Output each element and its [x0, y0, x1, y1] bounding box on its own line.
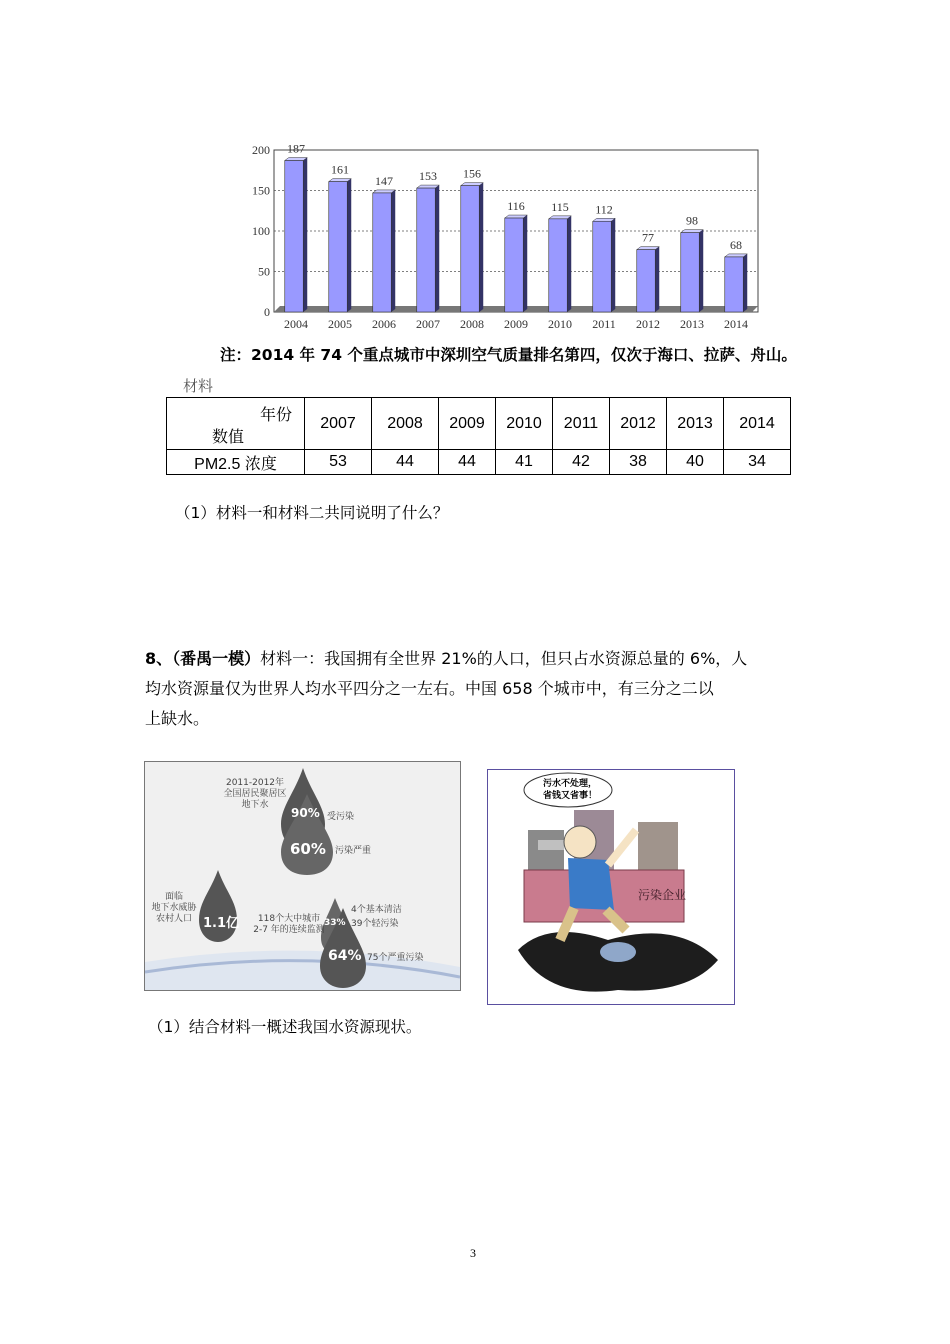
bar	[461, 186, 479, 312]
value-cell: 44	[439, 450, 496, 475]
bar-side	[391, 190, 395, 312]
bar-side	[523, 215, 527, 312]
infographic-text-1: 2011-2012年 全国居民聚居区 地下水	[223, 778, 287, 810]
chart-note: 注：2014 年 74 个重点城市中深圳空气质量排名第四，仅次于海口、拉萨、舟山。	[220, 346, 797, 364]
year-cell: 2014	[724, 398, 791, 450]
value-cell: 53	[305, 450, 372, 475]
diagonal-header-cell	[167, 398, 305, 450]
speech-bubble-text: 污水不处理， 省钱又省事！	[542, 779, 597, 801]
bar-top	[461, 183, 483, 186]
bar	[329, 182, 347, 312]
bar	[285, 161, 303, 312]
y-tick-label: 50	[258, 264, 270, 279]
infographic-text-2: 面临 地下水威胁 农村人口	[151, 892, 197, 924]
water-pollution-infographic	[144, 761, 461, 991]
year-cell: 2008	[372, 398, 439, 450]
data-label: 77	[642, 230, 654, 245]
bar	[505, 218, 523, 312]
question-8-paragraph	[145, 644, 810, 734]
x-tick-label: 2014	[724, 317, 748, 331]
value-cell: 38	[610, 450, 667, 475]
bar-side	[347, 179, 351, 312]
year-cell: 2011	[553, 398, 610, 450]
table-data-row	[167, 450, 791, 475]
x-tick-label: 2008	[460, 317, 484, 331]
table-header-row	[167, 398, 791, 450]
bar	[593, 221, 611, 312]
x-tick-label: 2006	[372, 317, 396, 331]
bar-side	[303, 158, 307, 312]
x-tick-label: 2007	[416, 317, 440, 331]
data-label: 153	[419, 169, 437, 184]
data-label: 98	[686, 213, 698, 228]
value-cell: 42	[553, 450, 610, 475]
header-year-label: 年份	[259, 407, 292, 424]
data-label: 187	[287, 141, 305, 156]
y-tick-label: 150	[252, 183, 270, 198]
x-tick-label: 2012	[636, 317, 660, 331]
bar-top	[505, 215, 527, 218]
year-cell: 2012	[610, 398, 667, 450]
drop-11-icon	[199, 870, 240, 942]
y-tick-label: 0	[264, 305, 270, 319]
value-cell: 41	[496, 450, 553, 475]
data-label: 156	[463, 166, 481, 181]
value-cell: 44	[372, 450, 439, 475]
question-source: （番禺一模）	[172, 649, 261, 668]
pct-33: 33%	[324, 918, 346, 928]
value-cell: 34	[724, 450, 791, 475]
pct-60: 60%	[290, 840, 326, 858]
bar	[681, 233, 699, 312]
bar-side	[699, 230, 703, 312]
label-severe: 污染严重	[335, 846, 372, 856]
year-cell: 2007	[305, 398, 372, 450]
bar-top	[417, 185, 439, 188]
bar-top	[593, 218, 615, 221]
label-polluted: 受污染	[327, 812, 355, 822]
question-number: 8、	[145, 649, 173, 668]
data-label: 115	[551, 199, 569, 214]
bar-top	[549, 216, 571, 219]
value-110m: 1.1亿	[203, 916, 240, 931]
page-number: 3	[470, 1246, 476, 1260]
y-tick-label: 200	[252, 143, 270, 157]
data-label: 161	[331, 162, 349, 177]
cartoon-illustration	[488, 770, 734, 1004]
factory-sign: 污染企业	[638, 888, 687, 902]
bar-side	[479, 183, 483, 312]
question-2: （1）结合材料一概述我国水资源现状。	[148, 1018, 422, 1036]
x-tick-label: 2004	[284, 317, 308, 331]
bar-side	[655, 247, 659, 312]
bar-side	[567, 216, 571, 312]
pollution-cartoon	[487, 769, 735, 1005]
bar-top	[681, 230, 703, 233]
material-text-line2: 均水资源量仅为世界人均水平四分之一左右。中国 658 个城市中，有三分之二以	[145, 679, 714, 698]
year-cell: 2013	[667, 398, 724, 450]
label-clean: 4个基本清洁	[351, 905, 402, 915]
bar-side	[611, 218, 615, 312]
question-1: （1）材料一和材料二共同说明了什么？	[175, 504, 449, 522]
x-tick-label: 2005	[328, 317, 352, 331]
data-label: 147	[375, 173, 393, 188]
label-light: 39个轻污染	[351, 919, 399, 929]
bar-side	[435, 185, 439, 312]
row-label-cell: PM2.5 浓度	[167, 450, 305, 475]
bar-side	[743, 254, 747, 312]
year-cell: 2010	[496, 398, 553, 450]
y-tick-label: 100	[252, 224, 270, 238]
data-label: 68	[730, 237, 742, 252]
bar	[549, 219, 567, 312]
material-label: 材料	[183, 377, 214, 395]
bar-top	[373, 190, 395, 193]
material-text-line3: 上缺水。	[145, 709, 210, 728]
pct-90: 90%	[291, 806, 320, 820]
pm25-table	[166, 397, 791, 475]
header-value-label: 数值	[212, 429, 245, 446]
bar-top	[329, 179, 351, 182]
material-text-line1: 材料一：我国拥有全世界 21%的人口，但只占水资源总量的 6%，人	[260, 649, 748, 668]
bar	[637, 250, 655, 312]
x-tick-label: 2009	[504, 317, 528, 331]
x-tick-label: 2013	[680, 317, 704, 331]
year-cell: 2009	[439, 398, 496, 450]
bar-top	[285, 158, 307, 161]
bar	[725, 257, 743, 312]
data-label: 116	[507, 199, 525, 214]
bar-top	[725, 254, 747, 257]
x-tick-label: 2010	[548, 317, 572, 331]
data-label: 112	[595, 202, 613, 217]
infographic-text-3: 118个大中城市 2-7 年的连续监测	[253, 914, 325, 935]
bar	[417, 188, 435, 312]
bar-chart	[240, 140, 770, 340]
value-cell: 40	[667, 450, 724, 475]
label-heavy: 75个严重污染	[367, 953, 424, 963]
x-tick-label: 2011	[592, 317, 616, 331]
pct-64: 64%	[328, 948, 362, 964]
bar	[373, 193, 391, 312]
bar-top	[637, 247, 659, 250]
